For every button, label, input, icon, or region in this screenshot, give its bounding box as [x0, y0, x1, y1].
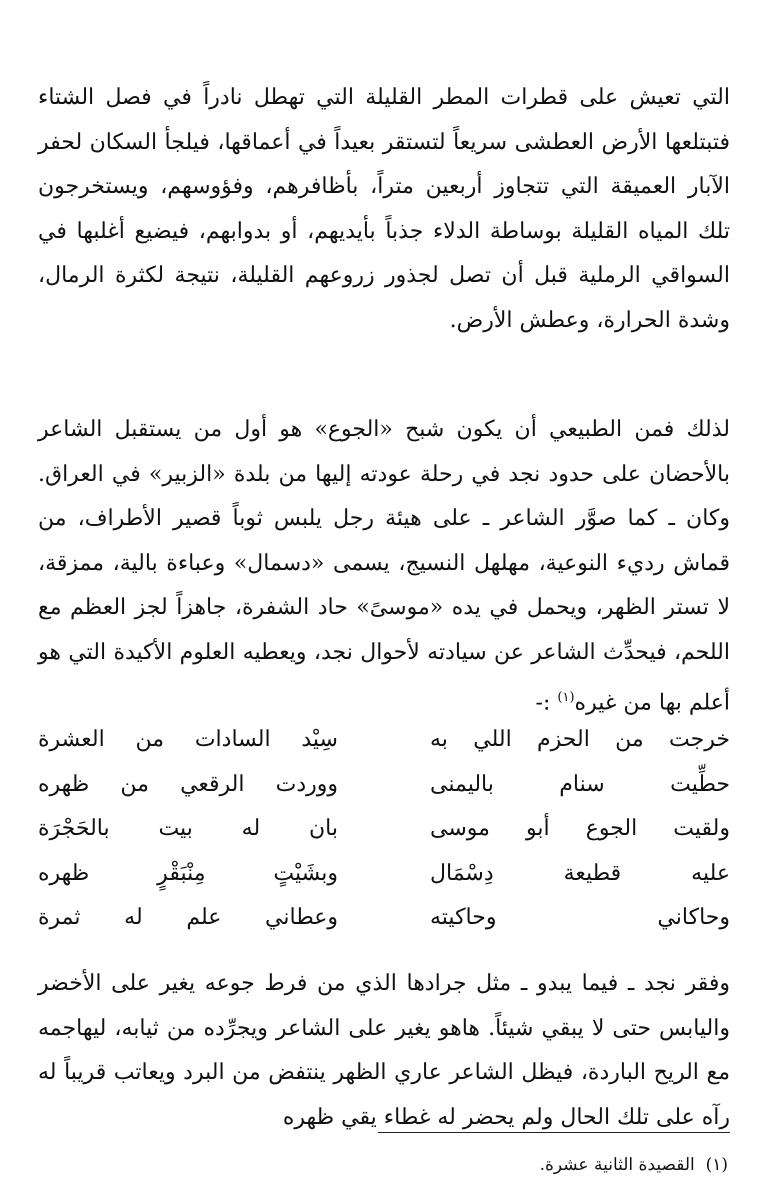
- poem: [38, 718, 730, 941]
- poem-verse-4-first: عليه قطيعة دِسْمَال: [430, 860, 730, 886]
- poem-verse-3: [38, 807, 730, 852]
- poem-verse-5-first: وحاكاني وحاكيته: [430, 905, 730, 931]
- footnote-marker: (١): [705, 1155, 728, 1175]
- body-paragraph-1: التي تعيش على قطرات المطر القليلة التي تهطل نادراً في فصل الشتاء فتبتلعها الأرض العطشى سريعاً لتستقر بعيداً في أعماقها، فيلجأ السكان لحفر الآبار العميقة التي تتجاوز أربعين متراً، بأظافرهم، وفؤوسهم، ويستخرجون تلك المياه القليلة بوساطة الدلاء جذباً بأيديهم، أو بدوابهم، فيضيع أغلبها في السواقي الرملية قبل أن تصل لجذور زروعهم القليلة، نتيجة لكثرة الرمال، وشدة الحرارة، وعطش الأرض.: [38, 85, 730, 333]
- poem-verse-2: [38, 763, 730, 808]
- poem-verse-5-second: وعطاني علم له ثمرة: [38, 905, 338, 931]
- footnote-separator: [378, 1132, 730, 1133]
- poem-verse-5: [38, 896, 730, 941]
- poem-verse-2-first: حطِّيت سنام باليمنى: [430, 771, 730, 797]
- footnote-text: القصيدة الثانية عشرة.: [539, 1155, 695, 1175]
- body-paragraph-3: وفقر نجد ـ فيما يبدو ـ مثل جرادها الذي من فرط جوعه يغير على الأخضر واليابس حتى لا يبقي شيئاً. هاهو يغير على الشاعر ويجرِّده من ثيابه، ليهاجمه مع الريح الباردة، فيظل الشاعر عاري الظهر ينتفض من البرد ويعاتب قريباً له رآه على تلك الحال ولم يحضر له غطاء يقي ظهره: [38, 971, 730, 1130]
- footnote: [540, 1150, 728, 1180]
- poem-verse-2-second: ووردت الرقعي من ظهره: [38, 771, 338, 797]
- body-paragraph-2-end: :-: [535, 689, 551, 715]
- footnote-reference: (١): [557, 689, 575, 705]
- poem-verse-3-first: ولقيت الجوع أبو موسى: [430, 816, 730, 842]
- poem-verse-3-second: بان له بيت بالحَجْرَة: [38, 816, 338, 842]
- poem-verse-4-second: وبشَيْتٍ مِنْبَقْرٍ ظهره: [38, 860, 338, 886]
- poem-verse-4: [38, 852, 730, 897]
- poem-verse-1: [38, 718, 730, 763]
- poem-verse-1-second: سِيْد السادات من العشرة: [38, 727, 338, 752]
- body-paragraph-2-text: لذلك فمن الطبيعي أن يكون شبح «الجوع» هو أول من يستقبل الشاعر بالأحضان على حدود نجد في رحلة عودته إليها من بلدة «الزبير» في العراق. وكان ـ كما صوَّر الشاعر ـ على هيئة رجل يلبس ثوباً قصير الأطراف، من قماش رديء النوعية، مهلهل النسيج، يسمى «دسمال» وعباءة بالية، ممزقة، لا تستر الظهر، ويحمل في يده «موسىً» حاد الشفرة، جاهزاً لجز العظم مع اللحم، فيحدِّث الشاعر عن سيادته لأحوال نجد، ويعطيه العلوم الأكيدة التي هو أعلم بها من غيره: [38, 417, 730, 715]
- poem-verse-1-first: خرجت من الحزم اللي به: [430, 727, 730, 752]
- body-paragraph-2: [38, 408, 730, 725]
